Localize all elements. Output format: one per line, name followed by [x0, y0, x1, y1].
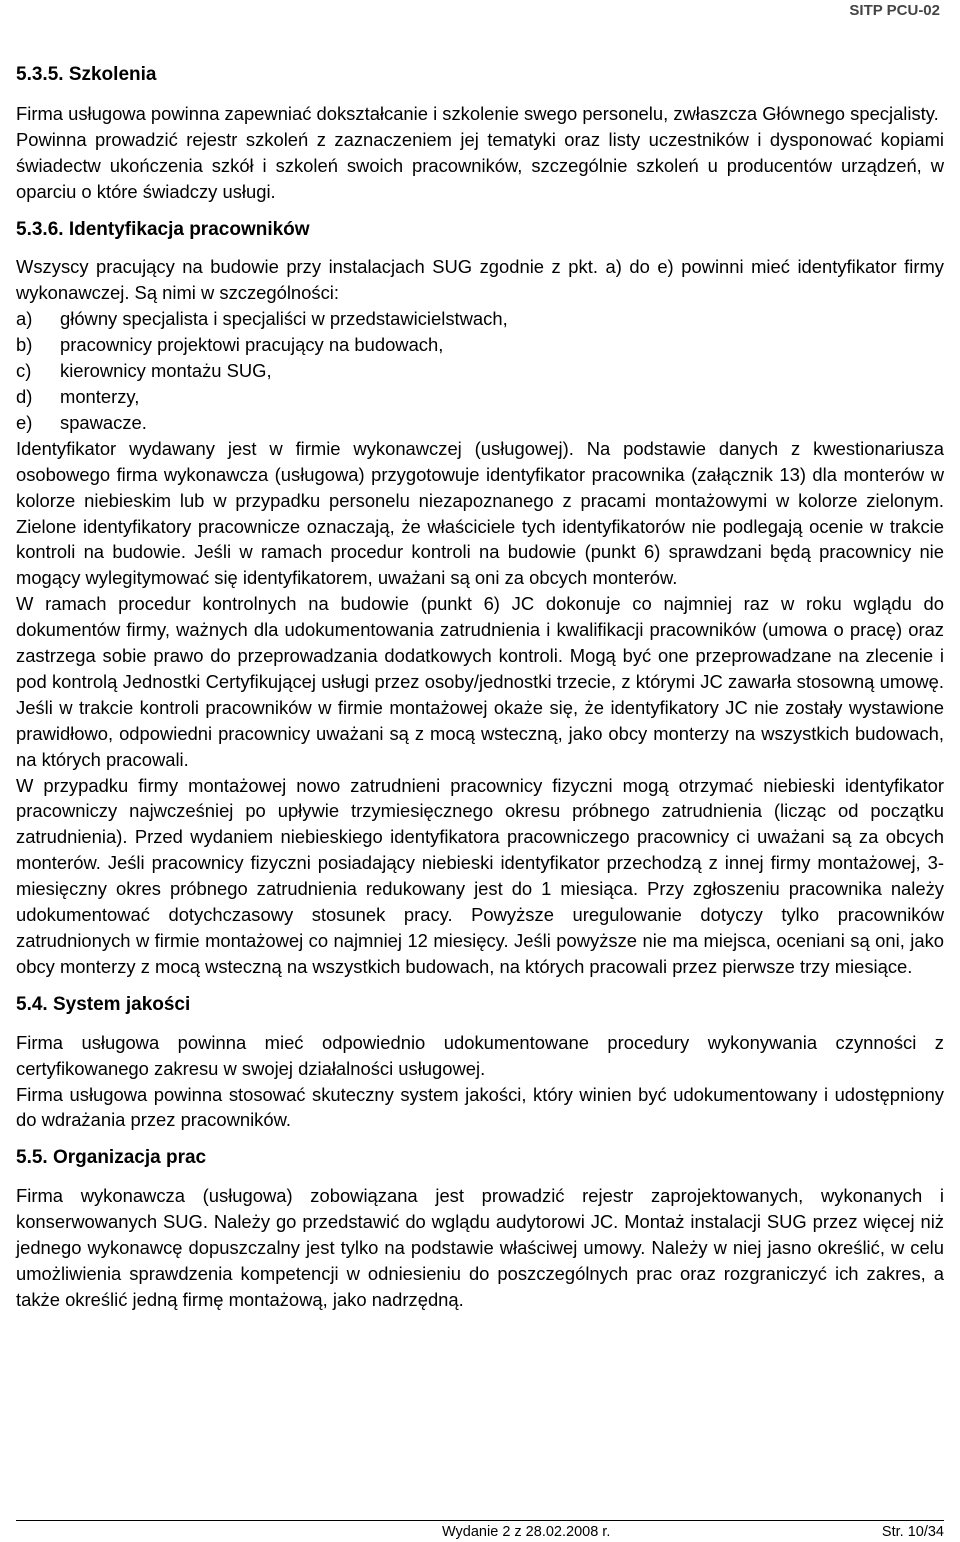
paragraph: Wszyscy pracujący na budowie przy instalacjach SUG zgodnie z pkt. a) do e) powinni mieć identyfikator firmy wykonawczej. Są nimi w szczególności: [16, 256, 944, 304]
paragraph: Identyfikator wydawany jest w firmie wykonawczej (usługowej). Na podstawie danych z kwestionariusza osobowego firma wykonawcza (usługowa) przygotowuje identyfikator pracownika (załącznik 13) dla monterów w kolorze niebieskim lub w przypadku personelu niezapoznanego z pracami montażowymi w kolorze zielonym. Zielone identyfikatory pracownicze oznaczają, że właściciele tych identyfikatorów nie podlegają ocenie w trakcie kontroli na budowie. Jeśli w ramach procedur kontroli na budowie (punkt 6) sprawdzani będą pracownicy nie mogący wylegitymować się identyfikatorem, uważani są oni za obcych monterów. [16, 437, 944, 589]
list-item [16, 332, 944, 358]
page-footer [0, 1520, 960, 1542]
list-item-text: spawacze. [60, 411, 147, 433]
page-number: Str. 10/34 [881, 1524, 944, 1540]
paragraph: Powinna prowadzić rejestr szkoleń z zaznaczeniem jej tematyki oraz listy uczestników i dysponować kopiami świadectw ukończenia szkół i szkoleń swoich pracowników, szczególnie szkoleń u producentów urządzeń, w oparciu o które świadczy usługi. [16, 128, 944, 202]
list-marker: a) [16, 308, 33, 330]
edition-label: Wydanie 2 z 28.02.2008 r. [442, 1524, 611, 1540]
list-marker: e) [16, 411, 33, 433]
section-title-5-5: 5.5. Organizacja prac [16, 1147, 207, 1169]
document-body [16, 62, 944, 1313]
list-item [16, 358, 944, 384]
document-id: SITP PCU-02 [849, 2, 940, 19]
role-list [16, 306, 944, 436]
paragraph: W ramach procedur kontrolnych na budowie (punkt 6) JC dokonuje co najmniej raz w roku wglądu do dokumentów firmy, ważnych dla udokumentowania zatrudnienia i kwalifikacji pracowników (umowa o pracę) oraz zastrzega sobie prawo do przeprowadzania dodatkowych kontroli. Mogą być one przeprowadzane na zlecenie i pod kontrolą Jednostki Certyfikującej usługi przez osoby/jednostki trzecie, z którymi JC zawarła stosowną umowę. Jeśli w trakcie kontroli pracowników w firmie montażowej okaże się, że identyfikatory JC nie zostały wystawione prawidłowo, odpowiedni pracownicy uważani są z mocą wsteczną, jako obcy monterzy na wszystkich budowach, na których pracowali. [16, 593, 944, 770]
paragraph: Firma wykonawcza (usługowa) zobowiązana jest prowadzić rejestr zaprojektowanych, wykonanych i konserwowanych SUG. Należy go przedstawić do wglądu audytorowi JC. Montaż instalacji SUG przez więcej niż jednego wykonawcę dopuszczalny jest tylko na podstawie właściwej umowy. Należy w niej jasno określić, w celu umożliwienia sprawdzenia kompetencji w odniesieniu do poszczególnych prac oraz rozgraniczyć ich zakres, a także określić jedną firmę montażową, jako nadrzędną. [16, 1185, 944, 1310]
list-item-text: pracownicy projektowi pracujący na budowach, [60, 334, 444, 356]
paragraph: Firma usługowa powinna mieć odpowiednio udokumentowane procedury wykonywania czynności z certyfikowanego zakresu w swojej działalności usługowej. [16, 1031, 944, 1079]
list-item [16, 306, 944, 332]
paragraph: W przypadku firmy montażowej nowo zatrudnieni pracownicy fizyczni mogą otrzymać niebieski identyfikator pracowniczy najwcześniej po upływie trzymiesięcznego okresu próbnego zatrudnienia (licząc od początku zatrudnienia). Przed wydaniem niebieskiego identyfikatora pracowniczego pracownicy ci uważani są za obcych monterów. Jeśli pracownicy fizyczni posiadający niebieski identyfikator przechodzą z innej firmy montażowej, 3-miesięczny okres próbnego zatrudnienia redukowany jest do 1 miesiąca. Przy zgłoszeniu pracownika należy udokumentować dotychczasowy stosunek pracy. Powyższe uregulowanie dotyczy tylko pracowników zatrudnionych w firmie montażowej co najmniej 12 miesięcy. Jeśli powyższe nie ma miejsca, oceniani są oni, jako obcy monterzy z mocą wsteczną na wszystkich budowach, na których pracowali przez pierwsze trzy miesiące. [16, 774, 944, 977]
list-item-text: monterzy, [60, 385, 140, 407]
list-marker: d) [16, 385, 33, 407]
list-marker: c) [16, 360, 32, 382]
list-item-text: główny specjalista i specjaliści w przedstawicielstwach, [60, 308, 508, 330]
paragraph: Firma usługowa powinna stosować skuteczny system jakości, który winien być udokumentowany i udostępniony do wdrażania przez pracowników. [16, 1083, 944, 1131]
paragraph: Firma usługowa powinna zapewniać dokształcanie i szkolenie swego personelu, zwłaszcza Głównego specjalisty. [16, 102, 939, 124]
list-marker: b) [16, 334, 33, 356]
section-title-5-3-5: 5.3.5. Szkolenia [16, 64, 157, 85]
list-item [16, 410, 944, 436]
section-title-5-4: 5.4. System jakości [16, 993, 191, 1015]
list-item [16, 384, 944, 410]
section-title-5-3-6: 5.3.6. Identyfikacja pracowników [16, 218, 310, 240]
footer-divider [16, 1520, 944, 1521]
list-item-text: kierownicy montażu SUG, [60, 360, 272, 382]
